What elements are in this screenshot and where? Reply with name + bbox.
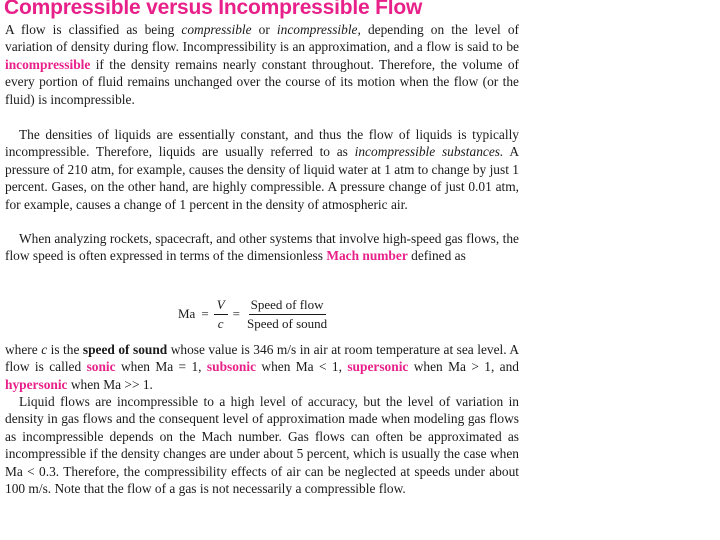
fraction-speed-ratio: [245, 296, 329, 333]
p2-text-2: A pressure of 210 atm, for example, causes the density of liquid water at 1 atm to change by just 1 percent. Gases, on the other hand, are highly compressible. A pressure change of just 0.01 atm, for example, causes a change of 1 percent in the density of atmospheric air.: [5, 144, 520, 212]
p4-text-5: when Ma < 1,: [256, 359, 348, 375]
paragraph-3: [5, 230, 519, 265]
term-speed-of-sound: speed of sound: [82, 342, 168, 357]
section-title: Compressible versus Incompressible Flow: [4, 0, 423, 19]
fraction-numerator-speed-of-flow: Speed of flow: [249, 296, 326, 315]
p4-text-4: when Ma = 1,: [115, 359, 207, 375]
p1-text-3: depending on the level of variation of density during flow. Incompressibility is an approximation, and a flow is said to be: [5, 22, 519, 55]
p4-text-2: is the: [47, 342, 83, 357]
paragraph-2: [5, 126, 519, 213]
mach-number-equation: [178, 293, 334, 335]
p1-italic-incompressible: incompressible,: [276, 22, 361, 37]
p2-italic-incompressible-substances: incompressible substances.: [354, 144, 504, 160]
paragraph-5: [5, 393, 519, 497]
equals-sign-2: =: [232, 306, 240, 321]
term-sonic: sonic: [86, 359, 116, 375]
p4-text-6: when Ma > 1, and: [408, 359, 519, 375]
p1-text-2: or: [251, 22, 277, 37]
term-hypersonic: hypersonic: [5, 376, 68, 392]
fraction-numerator-v: V: [214, 296, 228, 315]
term-mach-number: Mach number: [326, 248, 408, 264]
paragraph-4: [5, 341, 519, 393]
p1-text-1: A flow is classified as being: [5, 22, 182, 37]
fraction-v-over-c: [214, 296, 228, 333]
fraction-denominator-speed-of-sound: Speed of sound: [246, 315, 328, 331]
p3-text-2: defined as: [407, 248, 466, 264]
term-supersonic: supersonic: [347, 359, 409, 375]
p4-text-7: when Ma >> 1.: [67, 376, 153, 392]
p4-text-3: whose value is 346 m/s in air at room temperature at sea level. A flow is called: [5, 342, 520, 375]
equation-lhs: Ma: [178, 306, 196, 321]
term-subsonic: subsonic: [206, 359, 257, 375]
p4-text-1: where: [5, 342, 42, 357]
fraction-denominator-c: c: [217, 315, 224, 331]
p5-text-1: Liquid flows are incompressible to a high level of accuracy, but the level of variation in density in gas flows and the consequent level of approximation made when modeling gas flows as incompressible depends on the Mach number. Gas flows can often be approximated as incompressible if the density changes are under about 5 percent, which is usually the case when Ma < 0.3. Therefore, the compressibility effects of air can be neglected at speeds under about 100 m/s. Note that the flow of a gas is not necessarily a compressible flow.: [5, 394, 519, 497]
p3-text-1: When analyzing rockets, spacecraft, and other systems that involve high-speed gas flows, the flow speed is often expressed in terms of the dimensionless: [5, 231, 519, 264]
p4-italic-c: c: [41, 342, 48, 357]
p2-text-1: The densities of liquids are essentially constant, and thus the flow of liquids is typically incompressible. Therefore, liquids are usually referred to as: [5, 127, 519, 160]
term-incompressible: incompressible: [5, 56, 91, 72]
equals-sign-1: =: [201, 306, 209, 321]
p1-italic-compressible: compressible: [181, 22, 252, 37]
paragraph-1: [5, 21, 519, 108]
p1-text-4: if the density remains nearly constant throughout. Therefore, the volume of every portion of fluid remains unchanged over the course of its motion when the flow (or the fluid) is incompressible.: [5, 56, 519, 107]
